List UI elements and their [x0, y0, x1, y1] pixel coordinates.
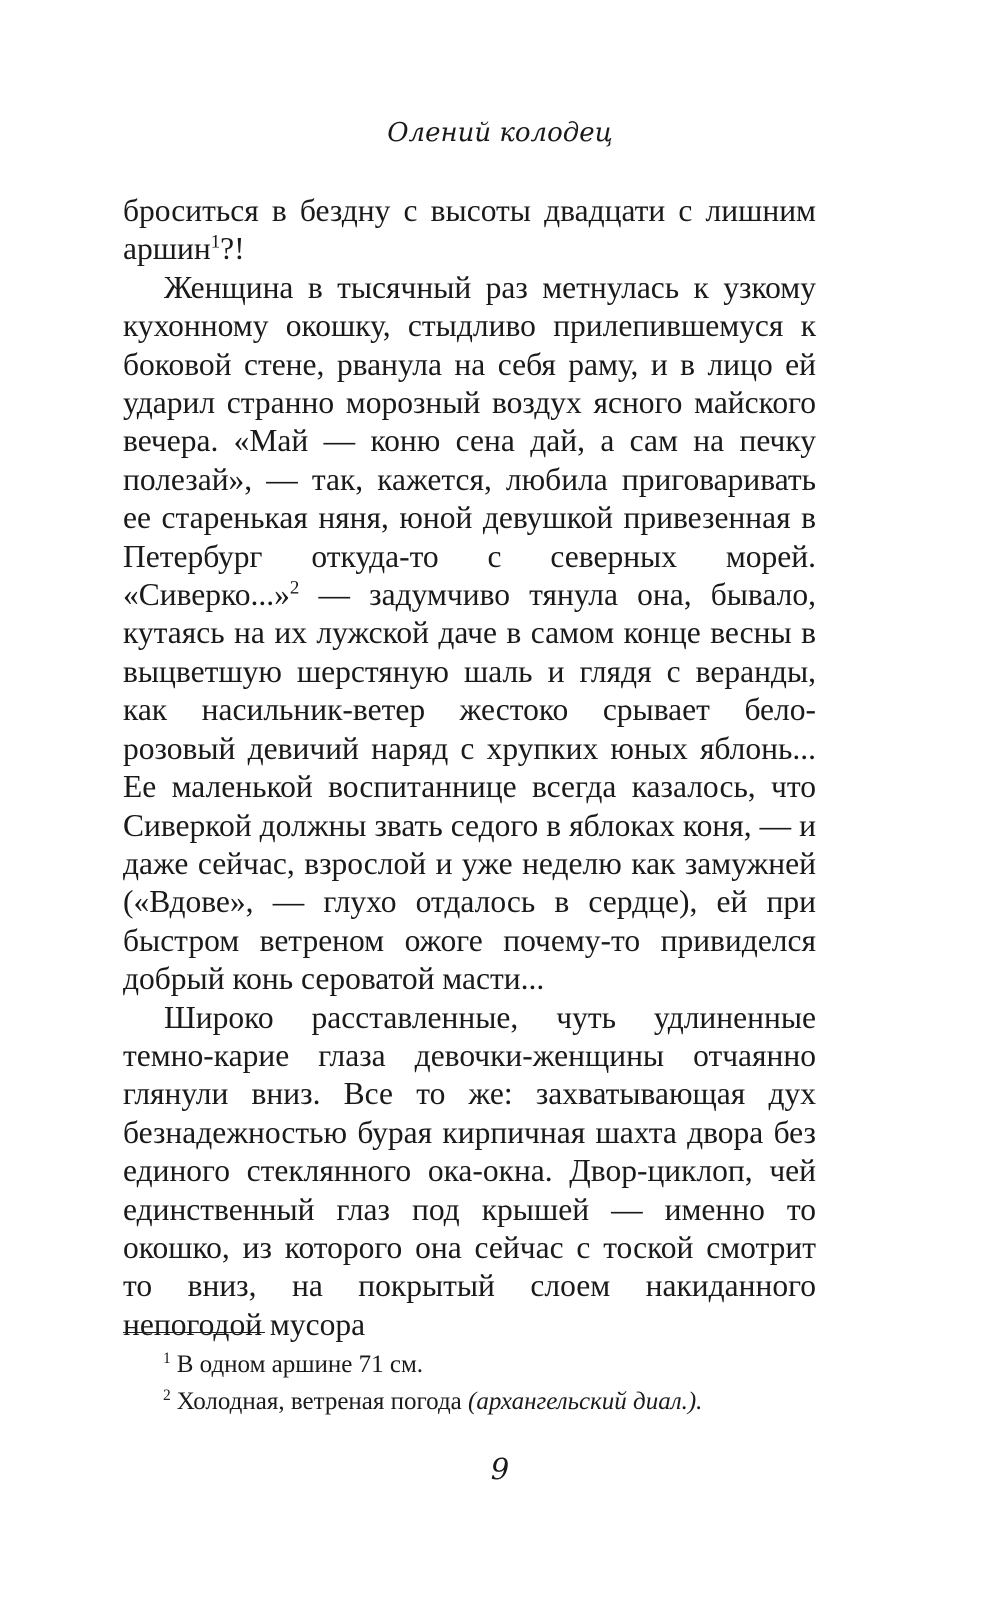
footnote-mark: 2	[163, 1386, 171, 1404]
paragraph-2-part-1: Женщина в тысячный раз метнулась к узкому кухонному окошку, стыдливо прилепившемуся к боковой стене, рванула на себя раму, и в лицо ей ударил странно морозный воздух ясного майского вечера. «Май — коню сена дай, а сам на печку полезай», — так, кажется, любила приговаривать ее старенькая няня, юной девушкой привезенная в Петербург откуда-то с северных морей. «Сиверко...»	[123, 269, 816, 613]
footnote-divider	[123, 1332, 265, 1333]
footnote-ref-2: 2	[289, 577, 300, 599]
paragraph-1-text: броситься в бездну с высоты двадцати с лишним аршин	[123, 193, 816, 267]
page-number: 9	[490, 1452, 510, 1486]
footnote-2	[163, 1383, 843, 1420]
running-header: Олений колодец	[387, 118, 613, 148]
paragraph-1	[123, 192, 816, 269]
paragraph-2	[123, 269, 816, 999]
footnotes	[163, 1346, 843, 1420]
footnote-mark: 1	[163, 1349, 171, 1367]
body-text	[123, 192, 816, 1344]
footnote-1	[163, 1346, 843, 1383]
footnote-text: Холодная, ветреная погода	[176, 1388, 469, 1415]
footnote-italic-note: (архангельский диал.).	[468, 1388, 703, 1415]
footnote-text: В одном аршине 71 см.	[176, 1351, 424, 1378]
footnote-ref-1: 1	[210, 231, 221, 253]
paragraph-1-tail: ?!	[220, 231, 245, 267]
paragraph-2-part-2: — задумчиво тянула она, бывало, кутаясь на их лужской даче в самом конце весны в выцветшую шерстяную шаль и глядя с веранды, как насильник-ветер жестоко срывает бело-розовый девичий наряд с хрупких юных яблонь... Ее маленькой воспитаннице всегда казалось, что Сиверкой должны звать седого в яблоках коня, — и даже сейчас, взрослой и уже неделю как замужней («Вдове», — глухо отдалось в сердце), ей при быстром ветреном ожоге почему-то привиделся добрый конь сероватой масти...	[123, 577, 816, 997]
paragraph-3: Широко расставленные, чуть удлиненные темно-карие глаза девочки-женщины отчаянно глянули вниз. Все то же: захватывающая дух безнадежностью бурая кирпичная шахта двора без единого стеклянного ока-окна. Двор-циклоп, чей единственный глаз под крышей — именно то окошко, из которого она сейчас с тоской смотрит то вниз, на покрытый слоем накиданного непогодой мусора	[123, 999, 816, 1342]
